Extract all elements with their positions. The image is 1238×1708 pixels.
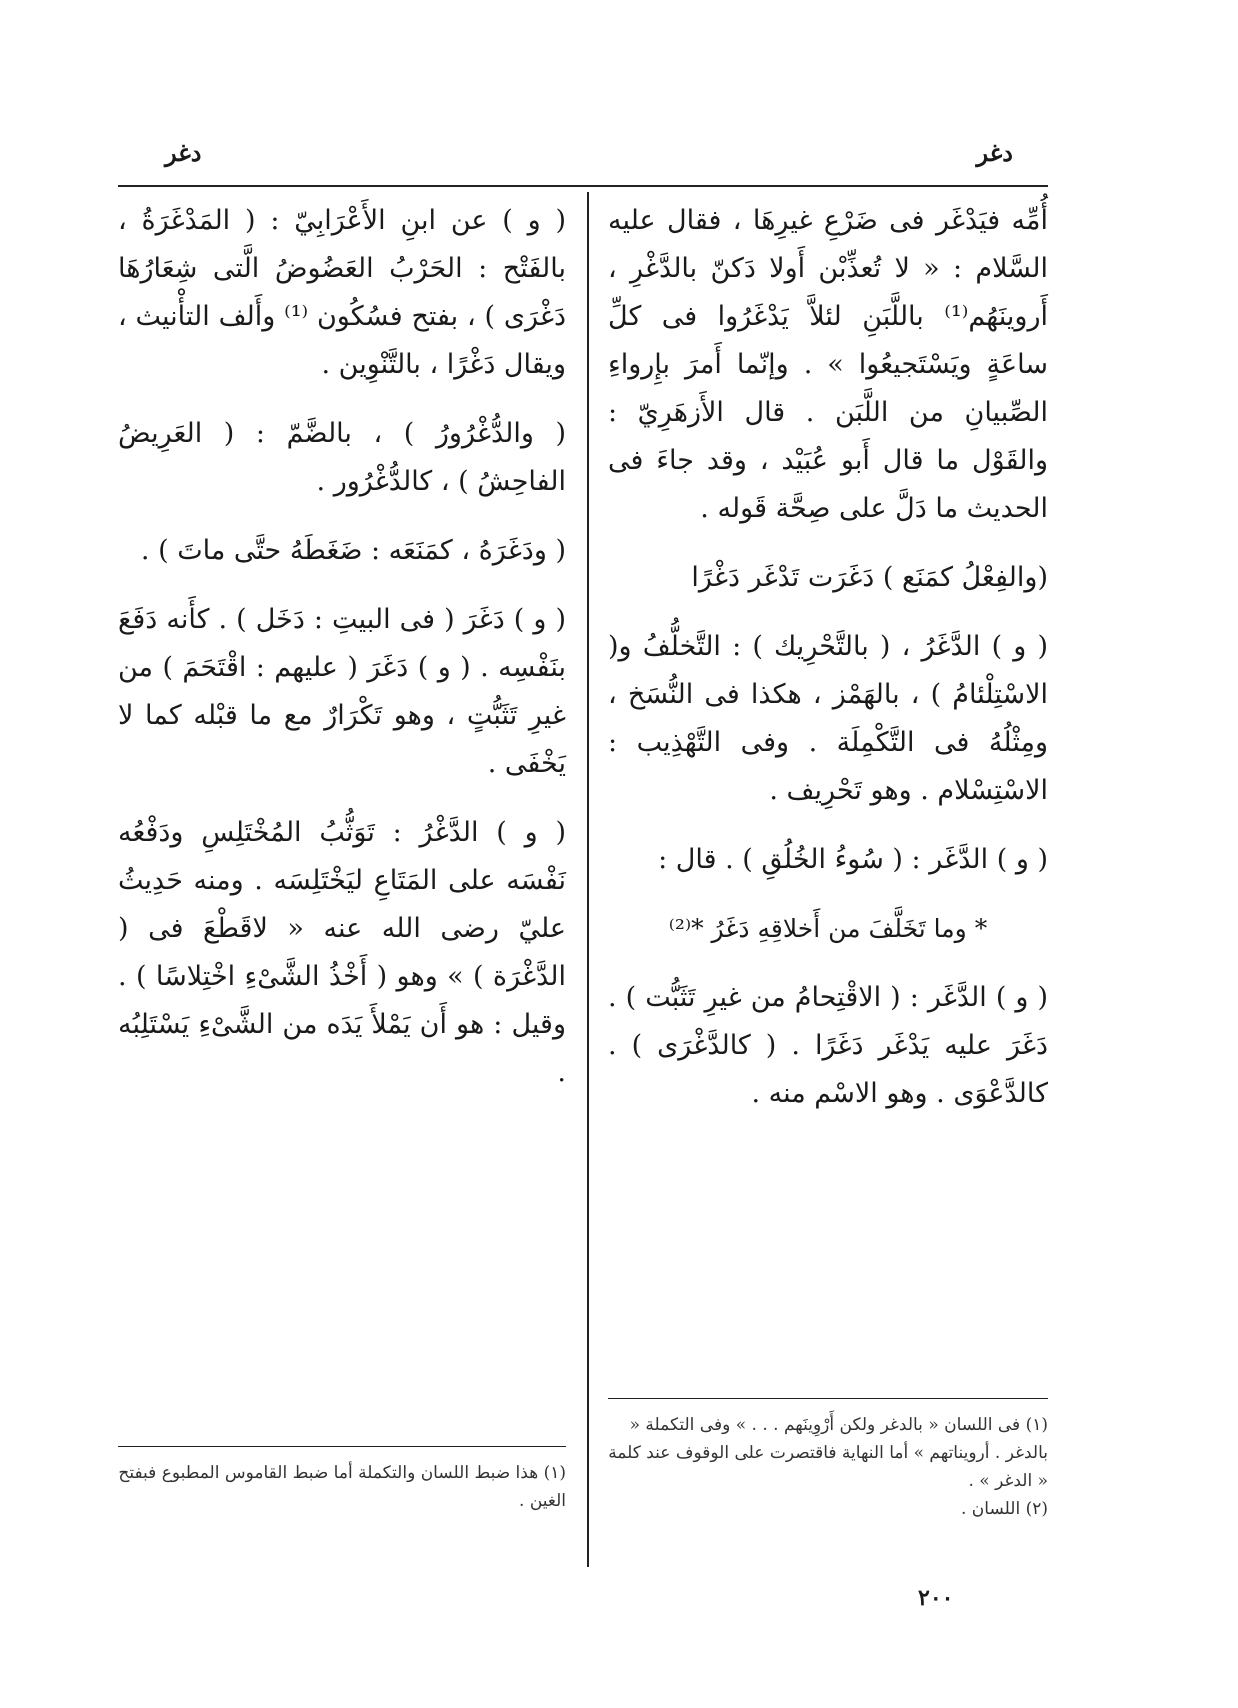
header-rule [118,185,1048,187]
entry-paragraph: ( و ) الدَّغَرُ ، ( بالتَّحْرِيك ) : التَّخلُّفُ و( الاسْتِلْئامُ ) ، بالهَمْز ، هكذا فى النُّسَخ ، ومِثْلُهُ فى التَّكْمِلَة . وفى التَّهْذِيب : الاسْتِسْلام . وهو تَحْرِيف . [608,631,1048,806]
right-footnotes [608,1398,1048,1523]
footnote: (١) هذا ضبط اللسان والتكملة أما ضبط القاموس المطبوع فبفتح الغين . [118,1463,566,1511]
running-head-right: دغر [976,138,1013,167]
left-footnotes [118,1446,566,1515]
entry-paragraph: (والفِعْلُ كمَنَع ) دَغَرَت تَدْغَر دَغْرًا [691,562,1048,593]
footnote-rule [608,1398,1048,1399]
entry-paragraph: ( والدُّغْرُورُ ) ، بالضَّمّ : ( العَرِيضُ الفاحِشُ ) ، كالدُّغْرُور . [118,418,566,497]
entry-paragraph: ( و ) الدَّغَر : ( الاقْتِحامُ من غيرِ تَثَبُّت ) . دَغَرَ عليه يَدْغَر دَغَرًا . ( كالدَّغْرَى ) . كالدَّعْوَى . وهو الاسْم منه . [608,982,1048,1109]
entry-paragraph: ( ودَغَرَهُ ، كمَنَعَه : ضَغَطَهُ حتَّى ماتَ ) . [140,535,566,566]
column-divider [587,192,589,1567]
entry-paragraph: ( و ) الدَّغَر : ( سُوءُ الخُلُقِ ) . قال : [658,844,1048,875]
footnote-rule [118,1446,566,1447]
entry-paragraph: ( و ) دَغَرَ ( فى البيتِ : دَخَل ) . كأَنه دَفَعَ بنَفْسِه . ( و ) دَغَرَ ( عليهم : اقْتَحَمَ ) من غيرِ تَثَبُّتٍ ، وهو تَكْرَارٌ مع ما قبْله كما لا يَخْفَى . [118,604,566,779]
entry-paragraph: ( و ) الدَّغْرُ : تَوَثُّبُ المُخْتَلِسِ ودَفْعُه نَفْسَه على المَتَاعِ ليَخْتَلِسَه . ومنه حَدِيثُ عليّ رضى الله عنه « لاقَطْعَ فى ( الدَّغْرَة ) » وهو ( أَخْذُ الشَّىْءِ اخْتِلاسًا ) . وقيل : هو أَن يَمْلأَ يَدَه من الشَّىْءِ يَسْتَلِبُه . [118,817,566,1088]
entry-paragraph: أُمِّه فيَدْغَر فى ضَرْعِ غيرِهَا ، فقال عليه السَّلام : « لا تُعذِّبْن أَولا دَكنّ بالدَّغْرِ ، أَروينَهُم⁽¹⁾ باللَّبَنِ لئلاَّ يَدْغَرُوا فى كلِّ ساعَةٍ ويَسْتَجيعُوا » . وإنّما أَمرَ بإِرواءِ الصِّبيانِ من اللَّبَن . قال الأَزهَرِيّ : والقَوْل ما قال أَبو عُبَيْد ، وقد جاءَ فى الحديث ما دَلَّ على صِحَّة قَوله . [608,205,1048,524]
verse-line: * وما تَخَلَّفَ من أَخلاقِهِ دَغَرُ *⁽²⁾ [668,914,988,943]
page-number: ٢٠٠ [918,1585,954,1611]
right-column [608,197,1048,1139]
footnote: (١) فى اللسان « بالدغر ولكن أَرْوِينَهم . . . » وفى التكملة « بالدغر . أرويناتهم » أما النهاية فاقتصرت على الوقوف عند كلمة « الدغر » . [608,1415,1048,1491]
footnote: (٢) اللسان . [961,1499,1048,1519]
left-column [118,197,566,1118]
running-head-left: دغر [165,138,202,167]
entry-paragraph: ( و ) عن ابنِ الأَعْرَابِيّ : ( المَدْغَرَةُ ، بالفَتْح : الحَرْبُ العَضُوضُ الَّتى شِعَارُهَا دَغْرَى ) ، بفتح فسُكُون ⁽¹⁾ وأَلف التأْنيث ، ويقال دَغْرًا ، بالتَّنْوِين . [118,205,566,380]
